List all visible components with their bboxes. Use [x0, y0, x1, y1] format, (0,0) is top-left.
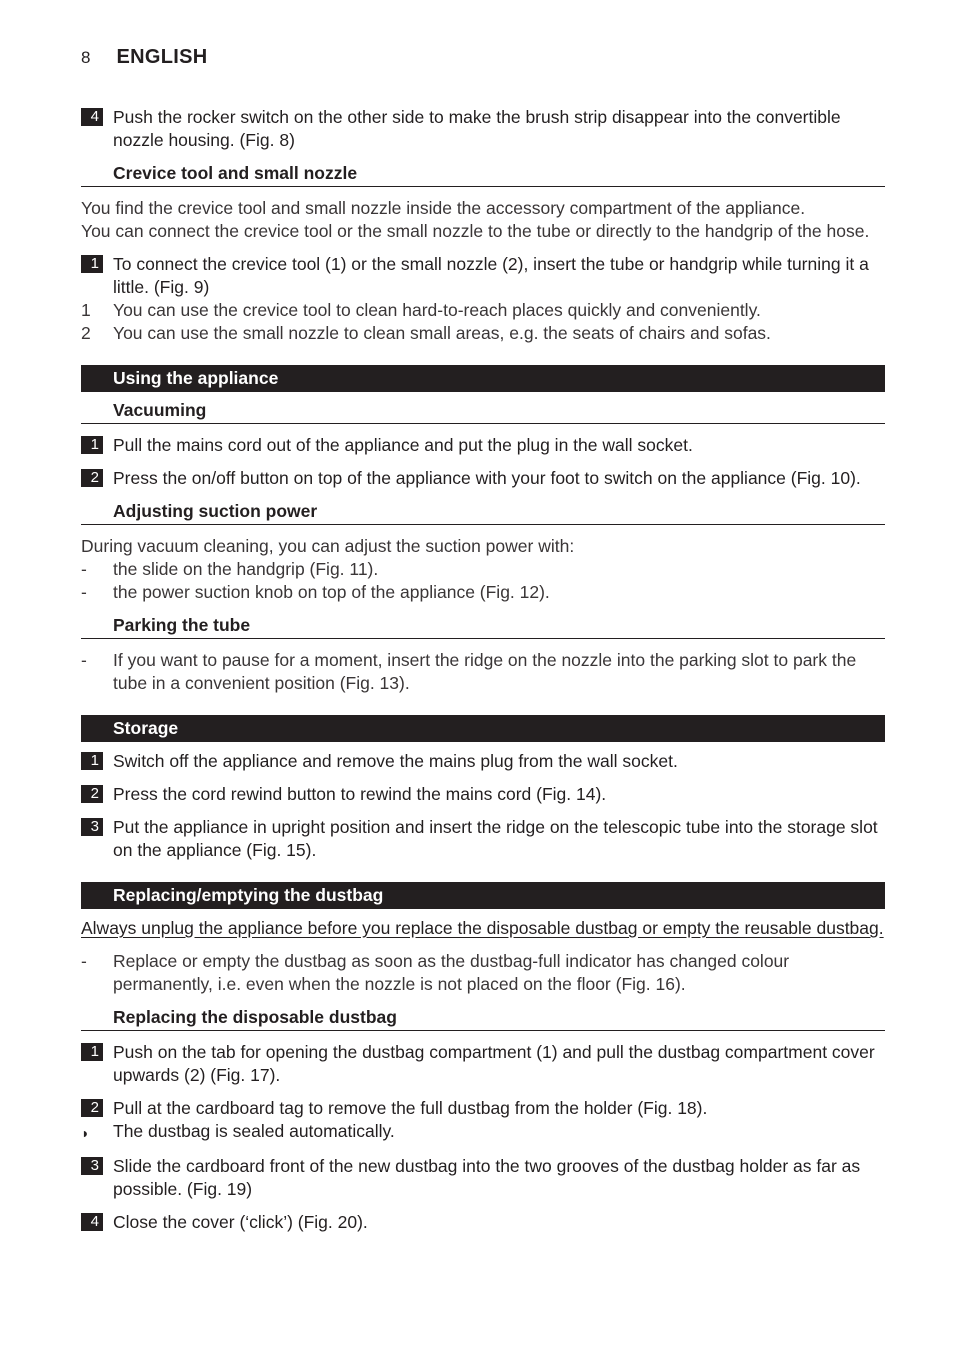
list-item — [81, 299, 885, 322]
storage-step-3 — [81, 816, 885, 862]
crevice-paragraph-2: You can connect the crevice tool or the small nozzle to the tube or directly to the handgrip of the hose. — [81, 221, 870, 241]
step-number: 2 — [81, 469, 103, 487]
list-text: If you want to pause for a moment, insert the ridge on the nozzle into the parking slot to park the tube in a convenient position (Fig. 13). — [113, 650, 857, 693]
list-item — [81, 581, 885, 604]
step-text: Switch off the appliance and remove the mains plug from the wall socket. — [113, 751, 678, 771]
page-header — [81, 46, 207, 76]
dustbag-warning — [81, 917, 885, 940]
disposable-dustbag-heading: Replacing the disposable dustbag — [81, 1006, 885, 1031]
list-item — [81, 558, 885, 581]
list-text: the power suction knob on top of the appliance (Fig. 12). — [113, 582, 550, 602]
list-marker: - — [81, 582, 87, 602]
step-text: Pull the mains cord out of the appliance and put the plug in the wall socket. — [113, 435, 693, 455]
list-marker: 1 — [81, 300, 91, 320]
dustbag-step-1 — [81, 1041, 885, 1087]
list-text: the slide on the handgrip (Fig. 11). — [113, 559, 379, 579]
section-using-appliance: Using the appliance — [81, 365, 885, 392]
list-marker: - — [81, 650, 87, 670]
step-4-brush-strip — [81, 106, 885, 152]
result-item — [81, 1120, 885, 1145]
dustbag-step-4 — [81, 1211, 885, 1234]
list-item — [81, 950, 885, 996]
step-number: 3 — [81, 818, 103, 836]
storage-step-1 — [81, 750, 885, 773]
vacuuming-step-1 — [81, 434, 885, 457]
list-marker: 2 — [81, 323, 91, 343]
dustbag-step-2 — [81, 1097, 885, 1120]
list-marker: - — [81, 951, 87, 971]
list-text: You can use the small nozzle to clean small areas, e.g. the seats of chairs and sofas. — [113, 323, 771, 343]
step-text: Push the rocker switch on the other side to make the brush strip disappear into the convertible nozzle housing. (Fig. 8) — [113, 107, 841, 150]
vacuuming-heading: Vacuuming — [81, 399, 885, 424]
suction-intro: During vacuum cleaning, you can adjust the suction power with: — [81, 536, 575, 556]
dustbag-step-3 — [81, 1155, 885, 1201]
section-storage: Storage — [81, 715, 885, 742]
step-number: 1 — [81, 1043, 103, 1061]
step-text: Push on the tab for opening the dustbag compartment (1) and pull the dustbag compartment cover upwards (2) (Fig. 17). — [113, 1042, 875, 1085]
list-text: You can use the crevice tool to clean hard-to-reach places quickly and conveniently. — [113, 300, 761, 320]
storage-step-2 — [81, 783, 885, 806]
section-dustbag: Replacing/emptying the dustbag — [81, 882, 885, 909]
list-item — [81, 322, 885, 345]
step-number: 1 — [81, 255, 103, 273]
step-text: Slide the cardboard front of the new dustbag into the two grooves of the dustbag holder as far as possible. (Fig. 19) — [113, 1156, 861, 1199]
step-number: 2 — [81, 1099, 103, 1117]
vacuuming-step-2 — [81, 467, 885, 490]
step-number: 3 — [81, 1157, 103, 1175]
list-item — [81, 649, 885, 695]
step-text: Press the cord rewind button to rewind the mains cord (Fig. 14). — [113, 784, 607, 804]
step-number: 4 — [81, 108, 103, 126]
page-content — [81, 106, 885, 1234]
step-number: 4 — [81, 1213, 103, 1231]
crevice-paragraph-1: You find the crevice tool and small nozzle inside the accessory compartment of the appliance. — [81, 198, 806, 218]
step-text: To connect the crevice tool (1) or the small nozzle (2), insert the tube or handgrip while turning it a little. (Fig. 9) — [113, 254, 869, 297]
parking-heading: Parking the tube — [81, 614, 885, 639]
step-text: Pull at the cardboard tag to remove the full dustbag from the holder (Fig. 18). — [113, 1098, 708, 1118]
language-label: ENGLISH — [116, 46, 208, 68]
result-text: The dustbag is sealed automatically. — [113, 1121, 395, 1141]
step-number: 1 — [81, 436, 103, 454]
suction-heading: Adjusting suction power — [81, 500, 885, 525]
step-text: Close the cover (‘click’) (Fig. 20). — [113, 1212, 368, 1232]
page-number: 8 — [81, 48, 91, 67]
crevice-heading: Crevice tool and small nozzle — [81, 162, 885, 187]
step-text: Put the appliance in upright position and insert the ridge on the telescopic tube into the storage slot on the appliance (Fig. 15). — [113, 817, 878, 860]
step-text: Press the on/off button on top of the appliance with your foot to switch on the appliance (Fig. 10). — [113, 468, 861, 488]
step-number: 1 — [81, 752, 103, 770]
step-number: 2 — [81, 785, 103, 803]
result-icon: ◗ — [81, 1125, 90, 1141]
warning-text: Always unplug the appliance before you replace the disposable dustbag or empty the reusable dustbag. — [81, 918, 884, 938]
list-text: Replace or empty the dustbag as soon as the dustbag-full indicator has changed colour permanently, i.e. even when the nozzle is not placed on the floor (Fig. 16). — [113, 951, 790, 994]
list-marker: - — [81, 559, 87, 579]
crevice-step-1 — [81, 253, 885, 299]
